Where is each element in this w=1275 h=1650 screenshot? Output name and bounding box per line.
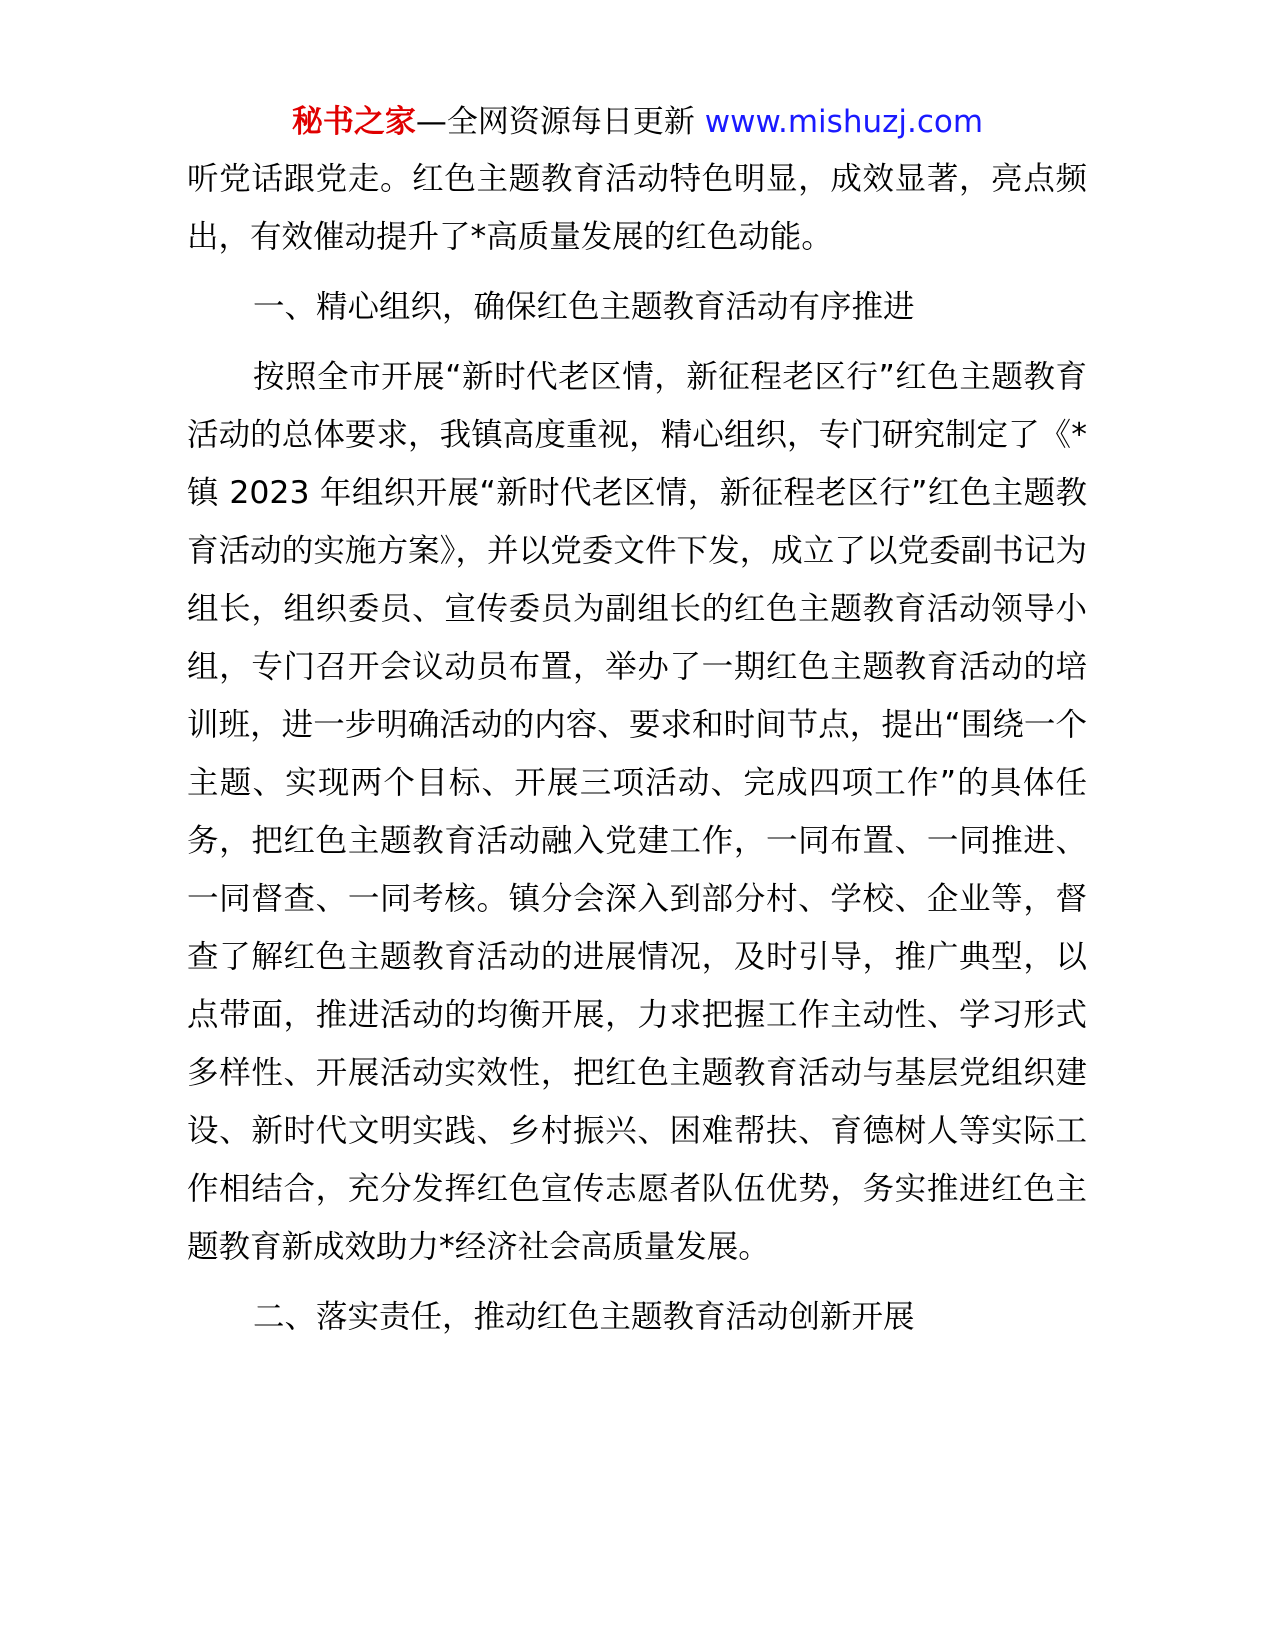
intro-continuation-paragraph: 听党话跟党走。红色主题教育活动特色明显，成效显著，亮点频出，有效催动提升了*高质量发展的红色动能。 <box>187 161 1087 255</box>
page-header <box>0 98 1275 146</box>
section-1-heading: 一、精心组织，确保红色主题教育活动有序推进 <box>253 289 915 325</box>
header-tagline: —全网资源每日更新 <box>415 104 695 140</box>
document-body <box>187 150 1087 1358</box>
section-2-heading: 二、落实责任，推动红色主题教育活动创新开展 <box>253 1299 915 1335</box>
section-1-body-paragraph: 按照全市开展“新时代老区情，新征程老区行”红色主题教育活动的总体要求，我镇高度重视，精心组织，专门研究制定了《*镇 2023 年组织开展“新时代老区情，新征程老区行”红色主题教育活动的实施方案》，并以党委文件下发，成立了以党委副书记为组长，组织委员、宣传委员为副组长的红色主题教育活动领导小组，专门召开会议动员布置，举办了一期红色主题教育活动的培训班，进一步明确活动的内容、要求和时间节点，提出“围绕一个主题、实现两个目标、开展三项活动、完成四项工作”的具体任务，把红色主题教育活动融入党建工作，一同布置、一同推进、一同督查、一同考核。镇分会深入到部分村、学校、企业等，督查了解红色主题教育活动的进展情况，及时引导，推广典型，以点带面，推进活动的均衡开展，力求把握工作主动性、学习形式多样性、开展活动实效性，把红色主题教育活动与基层党组织建设、新时代文明实践、乡村振兴、困难帮扶、育德树人等实际工作相结合，充分发挥红色宣传志愿者队伍优势，务实推进红色主题教育新成效助力*经济社会高质量发展。 <box>187 359 1087 1265</box>
website-url[interactable]: www.mishuzj.com <box>704 104 984 140</box>
brand-name: 秘书之家 <box>291 104 416 140</box>
